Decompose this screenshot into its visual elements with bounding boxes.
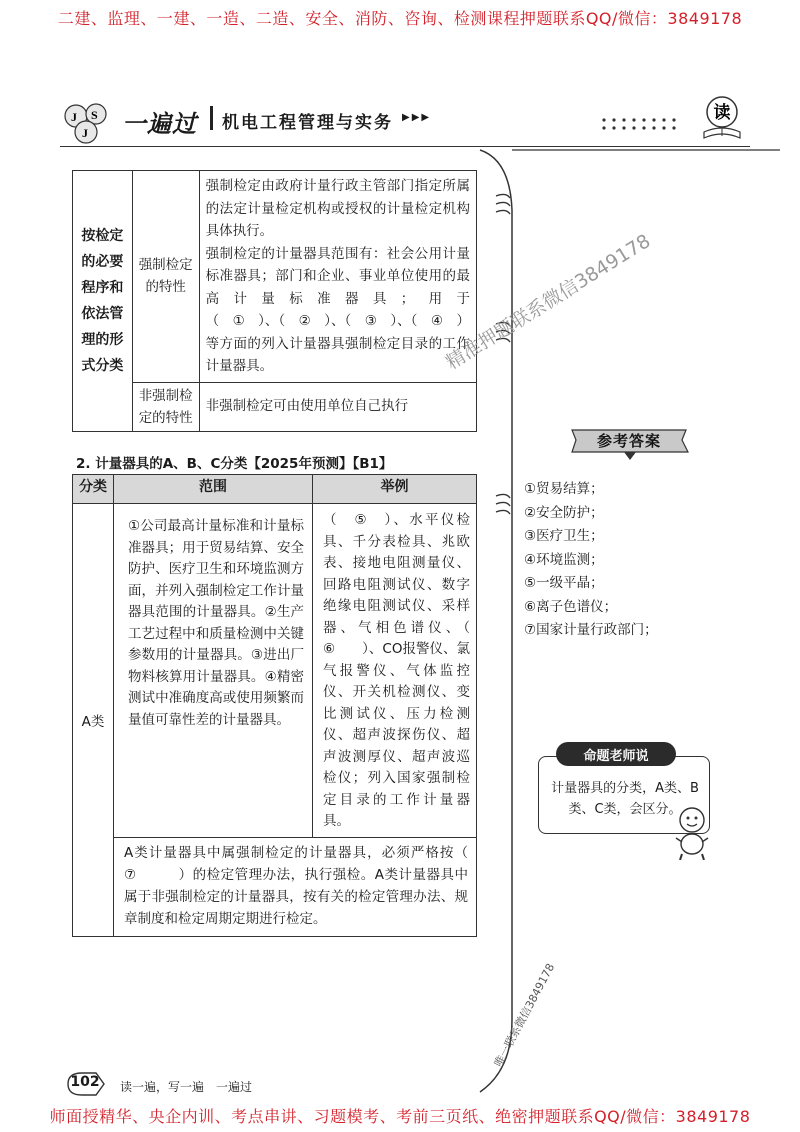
teacher-text: 计量器具的分类，A类、B类、C类，会区分。 [551,781,699,817]
chef-mascot-icon [668,798,714,860]
answer-item: ⑦国家计量行政部门； [524,622,658,638]
forced-verification-table [72,170,477,432]
answer-item: ⑥离子色谱仪； [524,598,618,615]
table2-header-class: 分类 [73,475,114,504]
answer-item: ②安全防护； [524,504,604,521]
table1-row1-para2-end: 等方面的列入计量器具强制检定目录的工作计量器具。 [205,335,470,374]
table2-header-examples: 举例 [313,475,477,504]
table1-row1-label: 强制检定的特性 [132,171,199,383]
watermark-bottom: 唯一联系微信3849178 [491,961,558,1070]
read-book-icon [700,94,744,140]
answer-item: ③医疗卫生； [524,528,604,544]
header-arrows: ▶▶▶ [402,112,432,123]
answer-item: ①贸易结算； [524,481,604,497]
table2-scope-cell: ①公司最高计量标准和计量标准器具；用于贸易结算、安全防护、医疗卫生和环境监测方面，并列入强制检定工作计量器具范围的计量器具。②生产工艺过程中和质量检测中关键参数用的计量器具。③进出厂物料核算用计量器具。④精密测试中准确度高或使用频繁而量值可靠性差的计量器具。 [114,504,313,838]
section2-heading: 2. 计量器具的A、B、C分类【2025年预测】【B1】 [76,456,393,472]
table1-category: 按检定的必要程序和依法管理的形式分类 [73,171,133,432]
table2-examples-cell: （ ⑤ ）、水平仪检具、千分表检具、兆欧表、接地电阻测量仪、回路电阻测试仪、数字绝缘电阻测试仪、采样器、气相色谱仪、（ ⑥ ）、CO报警仪、氯气报警仪、气体监控仪、开关机检测仪、变比测试仪、压力检测仪、超声波探伤仪、超声波测厚仪、超声波巡检仪；列入国家强制检定目录的工作计量器具。 [313,504,477,838]
table1-row1-para2: 强制检定的计量器具范围有：社会公用计量标准器具；部门和企业、事业单位使用的最高计量标准器具；用于 [205,245,470,307]
teacher-title: 命题老师说 [583,749,649,764]
svg-text:J: J [71,110,77,124]
subject-title: 机电工程管理与实务 [222,113,393,133]
top-ad-banner: 二建、监理、一建、一造、二造、安全、消防、咨询、检测课程押题联系QQ/微信：3849178 [57,9,743,28]
brand-separator [210,106,213,130]
footer-slogan: 读一遍，写一遍 一遍过 [120,1080,253,1094]
table1-row2-content: 非强制检定可由使用单位自己执行 [199,382,476,431]
svg-text:J: J [82,126,88,140]
table2-header-scope: 范围 [114,475,313,504]
table2-note-cell: A类计量器具中属强制检定的计量器具，必须严格按（ ⑦ ）的检定管理办法，执行强检。A类计量器具中属于非强制检定的计量器具，按有关的检定管理办法、规章制度和检定周期定期进行检定。 [114,837,477,936]
brand-title: 一遍过 [122,110,197,138]
answer-item: ④环境监测； [524,551,604,568]
table2-class-a-label: A类 [73,504,114,937]
abc-classification-table [72,474,509,937]
table1-row2-label: 非强制检定的特性 [132,382,199,431]
table1-row1-para1: 强制检定由政府计量行政主管部门指定所属的法定计量检定机构或授权的计量检定机构具体执行。 [205,178,470,239]
svg-text:S: S [91,108,98,122]
svg-text:读: 读 [713,103,731,123]
answer-item: ⑤一级平晶； [524,575,604,591]
page-number: 102 [70,1074,100,1090]
bottom-ad-banner: 师面授精华、央企内训、考点串讲、习题模考、考前三页纸、绝密押题联系QQ/微信：3849178 [49,1107,751,1126]
watermark-mid: 精准押题联系微信3849178 [442,230,655,375]
table1-row1-blanks: （ ① ）、（ ② ）、（ ③ ）、（ ④ ） [205,313,470,329]
answer-title: 参考答案 [596,432,661,450]
table1-row1-content [199,171,476,383]
logo-balls-icon [60,102,114,146]
answer-list [524,478,658,643]
